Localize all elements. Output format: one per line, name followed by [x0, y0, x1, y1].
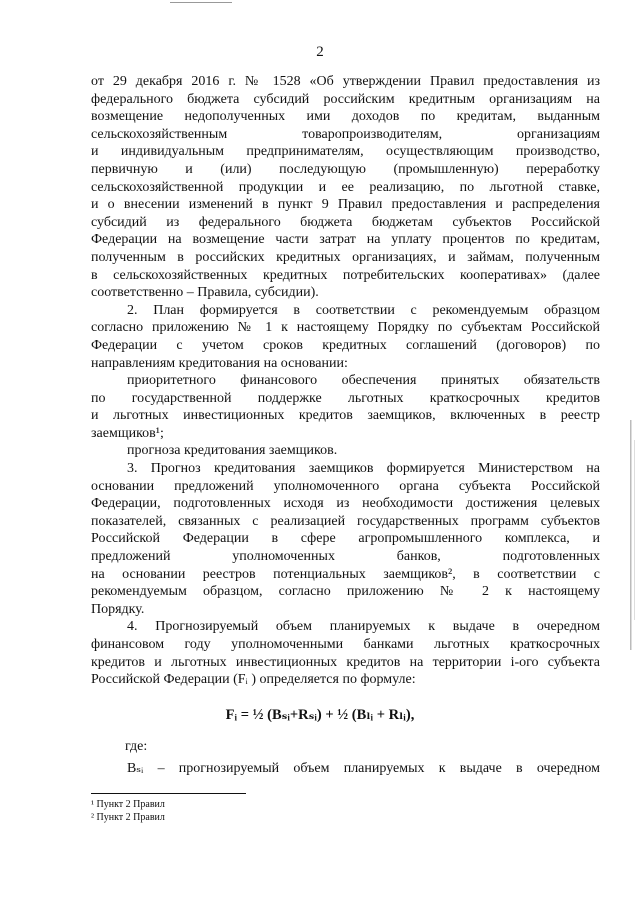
formula: Fᵢ = ½ (Bₛᵢ+Rₛᵢ) + ½ (Bₗᵢ + Rₗᵢ),	[225, 707, 415, 723]
text-line: предложений уполномоченных банков, подготовленных	[91, 549, 600, 565]
text-line: Российской Федерации в сфере агропромышленного комплекса, и	[91, 531, 600, 547]
formula-definition: Bₛᵢ – прогнозируемый объем планируемых к выдаче в очередном	[127, 761, 600, 776]
document-body	[91, 73, 600, 689]
text-line: в сельскохозяйственных кредитных потребительских кооперативах» (далее	[91, 267, 600, 283]
text-line: субсидий из федерального бюджета бюджетам субъектов Российской	[91, 214, 600, 230]
text-line: 2. План формируется в соответствии с рекомендуемым образцом	[127, 302, 600, 318]
text-line: 4. Прогнозируемый объем планируемых к выдаче в очередном	[127, 619, 600, 635]
footnotes	[91, 798, 165, 824]
text-line: по государственной поддержке льготных краткосрочных кредитов	[91, 390, 600, 406]
text-line: сельскохозяйственным товаропроизводителям, организациям	[91, 126, 600, 142]
text-line: и о внесении изменений в пункт 9 Правил предоставления и распределения	[91, 197, 600, 213]
text-line: федерального бюджета субсидий российским кредитным организациям на	[91, 91, 600, 107]
text-line: Федерации с учетом сроков кредитных соглашений (договоров) по	[91, 337, 600, 353]
footnote-separator	[91, 793, 246, 794]
text-line: и льготных инвестиционных кредитов заемщиков, включенных в реестр	[91, 408, 600, 424]
text-line: прогноза кредитования заемщиков.	[127, 443, 338, 459]
text-line: полученным в российских кредитных организациях, и займам, полученным	[91, 249, 600, 265]
text-line: сельскохозяйственной продукции и ее реализацию, по льготной ставке,	[91, 179, 600, 195]
text-line: соответственно – Правила, субсидии).	[91, 285, 319, 301]
formula-where-label: где:	[125, 739, 148, 754]
text-line: первичную и (или) последующую (промышленную) переработку	[91, 161, 600, 177]
footnote: ¹ Пункт 2 Правил	[91, 799, 165, 810]
text-line: согласно приложению № 1 к настоящему Порядку по субъектам Российской	[91, 320, 600, 336]
text-line: заемщиков¹;	[91, 425, 164, 441]
text-line: показателей, связанных с реализацией государственных программ субъектов	[91, 513, 600, 529]
top-rule	[170, 2, 232, 3]
text-line: рекомендуемым образцом, согласно приложению № 2 к настоящему	[91, 584, 600, 600]
footnote: ² Пункт 2 Правил	[91, 812, 165, 823]
text-line: 3. Прогноз кредитования заемщиков формируется Министерством на	[127, 461, 600, 477]
text-line: Российской Федерации (Fᵢ ) определяется по формуле:	[91, 672, 416, 688]
text-line: финансовом году уполномоченными банками льготных краткосрочных	[91, 637, 600, 652]
text-line: основании предложений уполномоченного органа субъекта Российской	[91, 478, 600, 494]
scan-edge-mark	[626, 420, 638, 650]
text-line: приоритетного финансового обеспечения принятых обязательств	[127, 373, 600, 389]
text-line: кредитов и льготных инвестиционных кредитов на территории i-ого субъекта	[91, 654, 600, 670]
text-line: направлениям кредитования на основании:	[91, 355, 348, 371]
text-line: возмещение недополученных ими доходов по кредитам, выданным	[91, 109, 600, 125]
text-line: на основании реестров потенциальных заемщиков², в соответствии с	[91, 566, 600, 582]
text-line: Федерации на возмещение части затрат на уплату процентов по кредитам,	[91, 232, 600, 248]
text-line: Федерации, подготовленных исходя из необходимости достижения целевых	[91, 496, 600, 512]
text-line: от 29 декабря 2016 г. № 1528 «Об утверждении Правил предоставления из	[91, 74, 600, 89]
text-line: Порядку.	[91, 601, 145, 617]
text-line: и индивидуальным предпринимателям, осуществляющим производство,	[91, 144, 600, 160]
page-number: 2	[316, 44, 324, 60]
